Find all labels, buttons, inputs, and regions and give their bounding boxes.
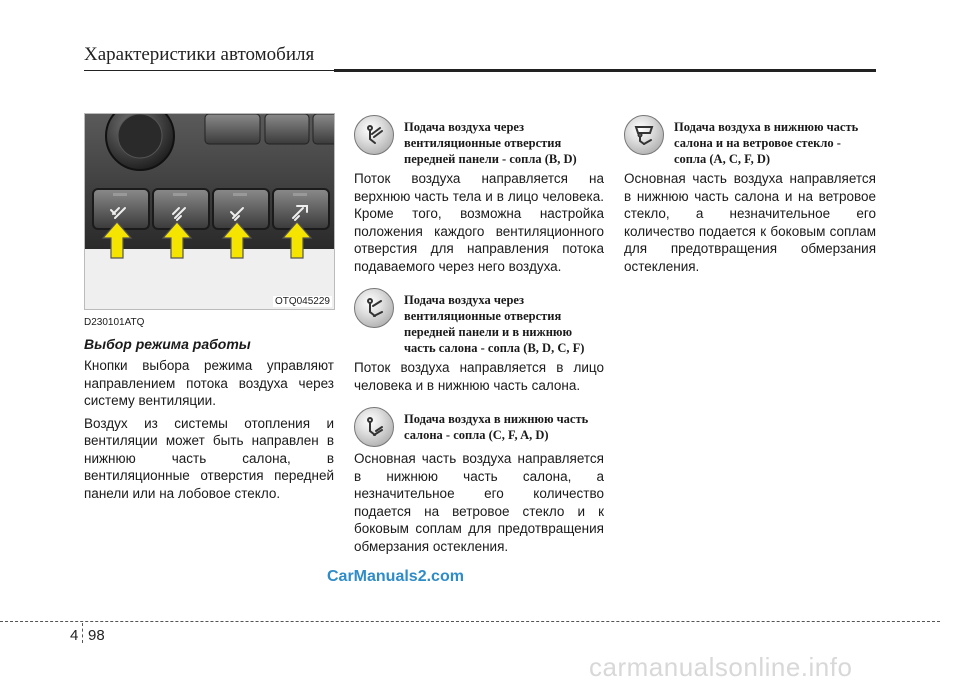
footer-divider xyxy=(0,621,940,622)
mode-floor-defrost xyxy=(624,114,876,275)
mode-text: Основная часть воздуха направляется в нижнюю часть салона и на ветровое стекло, а незначительное его количество подается к боковым соплам для предотвращения обмерзания остекления. xyxy=(624,171,876,274)
mode-title: Подача воздуха через вентиляционные отверстия передней панели и в нижнюю часть салона - сопла (B, D, C, F) xyxy=(404,293,585,355)
mode-title: Подача воздуха в нижнюю часть салона и на ветровое стекло - сопла (A, C, F, D) xyxy=(674,120,859,166)
section-title: Выбор режима работы xyxy=(84,335,251,352)
chapter-number: 4 xyxy=(70,627,79,644)
mode-bi-level xyxy=(354,287,604,394)
floor-defrost-icon xyxy=(624,115,664,155)
intro-paragraph: Кнопки выбора режима управляют направлением потока воздуха через систему вентиляции. xyxy=(84,358,334,408)
section-code: D230101ATQ xyxy=(84,317,145,328)
climate-panel-figure xyxy=(84,113,335,310)
mode-title: Подача воздуха в нижнюю часть салона - сопла (C, F, A, D) xyxy=(404,412,589,442)
climate-panel-illustration xyxy=(85,114,334,309)
intro-paragraph: Воздух из системы отопления и вентиляции может быть направлен в нижнюю часть салона, в вентиляционные отверстия передней панели или на лобовое стекло. xyxy=(84,415,334,501)
figure-caption: OTQ045229 xyxy=(274,296,330,307)
mode-text: Основная часть воздуха направляется в нижнюю часть салона, а незначительное его количество подается на ветровое стекло и к боковым соплам для предотвращения обмерзания остекления. xyxy=(354,451,604,554)
header-rule xyxy=(334,69,876,72)
face-vent-icon xyxy=(354,115,394,155)
footer-url[interactable]: carmanualsonline.info xyxy=(589,652,853,682)
modes-column-right xyxy=(624,114,876,287)
mode-face xyxy=(354,114,604,275)
mode-title: Подача воздуха через вентиляционные отверстия передней панели - сопла (B, D) xyxy=(404,120,577,166)
page-number: 98 xyxy=(88,627,105,644)
floor-vent-icon xyxy=(354,407,394,447)
modes-column-middle xyxy=(354,114,604,567)
bi-level-vent-icon xyxy=(354,288,394,328)
header-title: Характеристики автомобиля xyxy=(84,44,315,65)
watermark-link[interactable]: CarManuals2.com xyxy=(327,568,464,585)
mode-text: Поток воздуха направляется на верхнюю часть тела и в лицо человека. Кроме того, возможна настройка положения каждого вентиляционного отверстия для направления потока подаваемого через него воздуха. xyxy=(354,171,604,274)
mode-text: Поток воздуха направляется в лицо человека и в нижнюю часть салона. xyxy=(354,360,604,393)
intro-column xyxy=(84,314,334,507)
header-rule-thin xyxy=(84,70,334,71)
mode-floor xyxy=(354,406,604,555)
page-number-separator xyxy=(82,623,83,643)
